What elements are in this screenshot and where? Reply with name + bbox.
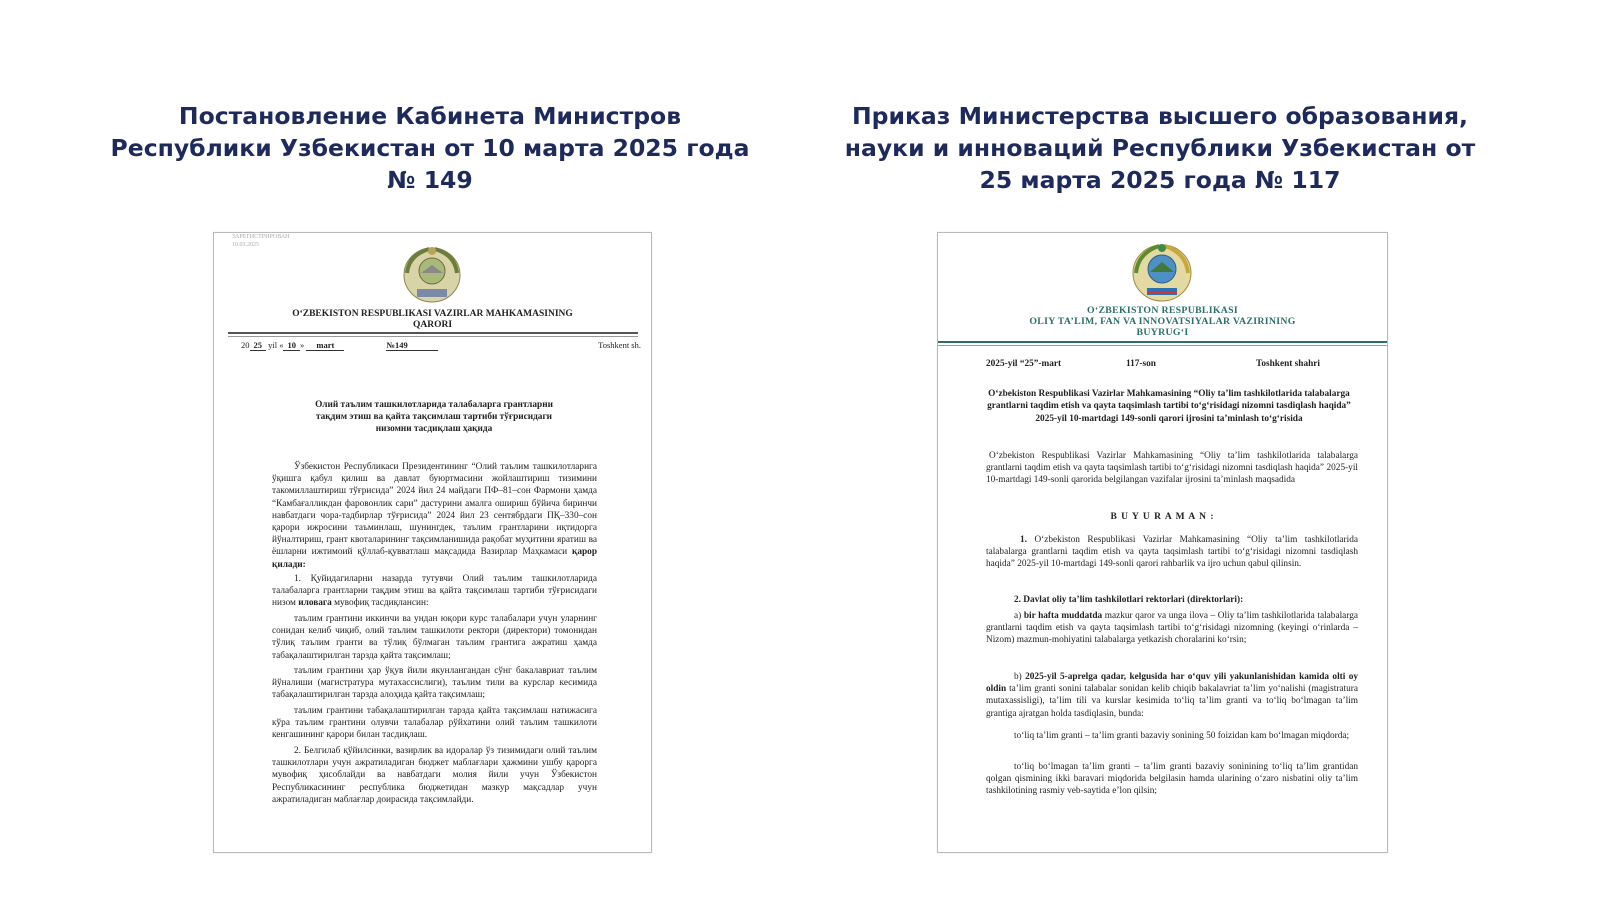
header-rule-thin (228, 336, 638, 337)
heading-left: Постановление Кабинета Министров Республики Узбекистан от 10 марта 2025 года № 149 (110, 102, 750, 194)
org-name: OLIY TA’LIM, FAN VA INNOVATSIYALAR VAZIRINING (1029, 316, 1296, 327)
paragraph: 1. Қуйидагиларни назарда тутувчи Олий таълим ташкилотларида талабаларга грантларни тақдим этиш ва қайта тақсимлаш тартиби тўғрисидаги низом иловага мувофиқ тасдиқлансин: (272, 574, 597, 609)
heading-right: Приказ Министерства высшего образования, науки и инноваций Республики Узбекистан от 25 марта 2025 года № 117 (844, 102, 1476, 194)
org-name: O‘ZBEKISTON RESPUBLIKASI VAZIRLAR MAHKAMASINING (292, 309, 573, 319)
org-name: O‘ZBEKISTON RESPUBLIKASI (1086, 305, 1239, 316)
date-line: 20 25 yil « 10 » mart №149 Toshkent sh. (241, 340, 641, 350)
document-scan-left (213, 232, 652, 853)
header-rule-thin (938, 345, 1387, 346)
paragraph: таълим грантини табақалаштирилган тарзда қайта тақсимлаш натижасига кўра таълим грантини олувчи талабалар рўйхатини олий таълим ташкилоти кенгашининг қарори билан тасдиқлаш. (272, 706, 597, 741)
paragraph: таълим грантини иккинчи ва ундан юқори курс талабалари учун уларнинг сонидан келиб чиқиб, олий таълим ташкилоти ректори (директори) томонидан тўлиқ таълим гранти ва тўлиқ бўлмаган таълим грантига ажратиш ҳамда табақалаштирилган тарзда қайта тақсимлаш; (272, 614, 597, 661)
header-rule (228, 332, 638, 334)
paragraph: 2. Белгилаб қўйилсинки, вазирлик ва идоралар ўз тизимидаги олий таълим ташкилотлари учун ажратиладиган бюджет маблағлари ҳажмини ушбу қарорга мувофиқ ҳисоблайди ва навбатдаги молия йили учун Ўзбекистон Республикасининг республика бюджетидан мазкур мақсадлар учун ажратиладиган маблағлар доирасида тақсимлайди. (272, 746, 597, 805)
order-heading: B U Y U R A M A N : (1110, 512, 1215, 522)
paragraph: Ўзбекистон Республикаси Президентининг “Олий таълим ташкилотларига ўқишга қабул қилиш ва давлат буюртмасини жойлаштириш тизимини такомиллаштириш тўғрисида” 2024 йил 24 майдаги ПФ–81–сон Фармони ҳамда “Камбағалликдан фаровонлик сари” дастурини амалга ошириш бўйича биринчи навбатдаги чора-тадбирлар тўғрисида” 2024 йил 23 сентябрдаги ПҚ–330–сон қарори ижросини таъминлаш, шунингдек, таълим грантларини иқтидорга йўналтириш, грант квоталарининг тақсимланишида рақобат муҳитини яратиш ва ёшларни ижтимоий қўллаб-қувватлаш мақсадида Вазирлар Маҳкамаси қарор қилади: (272, 462, 597, 570)
doc-type: QARORI (412, 320, 453, 330)
registration-stamp: ЗАРЕГИСТРИРОВАН 10.03.2025 (232, 234, 290, 248)
paragraph: a) bir hafta muddatda mazkur qaror va unga ilova – Oliy ta’lim tashkilotlarida talabalarga grantlarni taqdim etish va qayta taqsimlash tartibi to‘g‘risidagi nizomning (keyingi o‘rinlarda – Nizom) mazmun-mohiyatini talabalarga yetkazish choralarini ko‘rsin; (986, 611, 1358, 646)
paragraph: to‘liq bo‘lmagan ta’lim granti – ta’lim granti bazaviy soninining to‘liq ta’lim grantidan qolgan qismining ikki baravari miqdorida belgilasin hamda ularining o‘zaro nisbatini oliy ta’lim tashkilotining rasmiy veb-saytida e’lon qilsin; (986, 762, 1358, 797)
paragraph: таълим грантини ҳар ўқув йили якунлангандан сўнг бакалавриат таълим йўналиши (магистратура мутахассислиги), таълим тили ва курслар кесимида табақалаштирилган тарзда алоҳида қайта тақсимлаш; (272, 666, 597, 701)
paragraph: to‘liq ta’lim granti – ta’lim granti bazaviy sonining 50 foizidan kam bo‘lmagan miqdorda; (1014, 731, 1350, 741)
uzbekistan-emblem-icon (399, 243, 465, 305)
document-scan-right (937, 232, 1388, 853)
paragraph: 2. Davlat oliy ta’lim tashkilotlari rektorlari (direktorlari): (1014, 595, 1244, 605)
header-rule (938, 341, 1387, 343)
paragraph: b) 2025-yil 5-aprelga qadar, kelgusida har o‘quv yili yakunlanishidan kamida olti oy oldin ta’lim granti sonini talabalar sonidan kelib chiqib bakalavriat ta’lim yo‘nalishi (magistratura mutaxassisligi), ta’lim tili va kurslar kesimida to‘liq ta’lim granti va to‘liq bo‘lmagan ta’lim grantiga ajratgan holda tasdiqlasin, bunda: (986, 672, 1358, 719)
paragraph: O‘zbekiston Respublikasi Vazirlar Mahkamasining “Oliy ta’lim tashkilotlarida talabalarga grantlarni taqdim etish va qayta taqsimlash tartibi to‘g‘risidagi nizomni tasdiqlash haqida” 2025-yil 10-martdagi 149-sonli qarorida belgilangan vazifalar ijrosini ta’minlash maqsadida (986, 451, 1358, 486)
document-title: Олий таълим ташкилотларида талабаларга грантларни тақдим этиш ва қайта тақсимлаш тартиби тўғрисидаги низомни тасдиқлаш ҳақида (315, 400, 553, 434)
document-title: O‘zbekiston Respublikasi Vazirlar Mahkamasining “Oliy ta’lim tashkilotlarida talabalarga grantlarni taqdim etish va qayta taqsimlash tartibi to‘g‘risidagi nizomni tasdiqlash haqida” 2025-yil 10-martdagi 149-sonli qarori ijrosini ta’minlash to‘g‘risida (987, 389, 1351, 424)
uzbekistan-emblem-icon (1128, 241, 1196, 303)
doc-type: BUYRUG‘I (1136, 327, 1189, 338)
paragraph: 1. O‘zbekiston Respublikasi Vazirlar Mahkamasining “Oliy ta’lim tashkilotlarida talabalarga grantlarni taqdim etish va qayta taqsimlash tartibi to‘g‘risidagi nizomni tasdiqlash haqida” 2025-yil 10-martdagi 149-sonli qarori rahbarlik va ijro uchun qabul qilinsin. (986, 535, 1358, 570)
date-line: 2025-yil “25”-mart 117-son Toshkent shahri (986, 359, 1320, 369)
